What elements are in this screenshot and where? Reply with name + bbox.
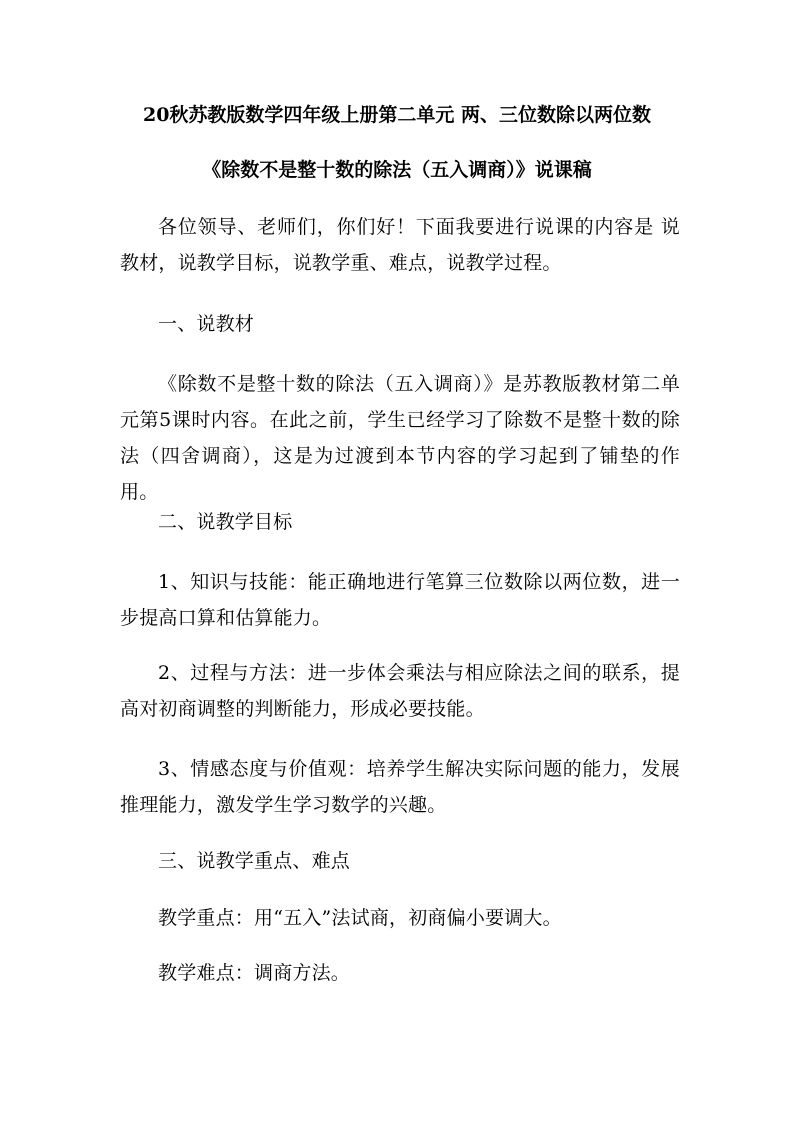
section-heading-textbook: 一、说教材 — [158, 313, 255, 335]
paragraph-difficulty: 教学难点：调商方法。 — [158, 962, 351, 984]
section-heading-key-points: 三、说教学重点、难点 — [158, 850, 351, 872]
paragraph-objective-2: 2、过程与方法：进一步体会乘法与相应除法之间的联系，提高对初商调整的判断能力，形成必要技能。 — [120, 662, 680, 720]
document-title-line1: 20秋苏教版数学四年级上册第二单元 两、三位数除以两位数 — [142, 104, 652, 126]
paragraph-intro: 各位领导、老师们，你们好！下面我要进行说课的内容是 说教材，说教学目标，说教学重、难点，说教学过程。 — [120, 216, 680, 274]
paragraph-key-point: 教学重点：用“五入”法试商，初商偏小要调大。 — [158, 907, 562, 929]
paragraph-objective-1: 1、知识与技能：能正确地进行笔算三位数除以两位数，进一步提高口算和估算能力。 — [120, 571, 680, 629]
paragraph-textbook: 《除数不是整十数的除法（五入调商）》是苏教版教材第二单元第5课时内容。在此之前，学生已经学习了除数不是整十数的除法（四舍调商），这是为过渡到本节内容的学习起到了铺垫的作用。 — [120, 373, 680, 503]
document-title-line2: 《除数不是整十数的除法（五入调商）》说课稿 — [202, 159, 592, 181]
section-heading-objectives: 二、说教学目标 — [158, 511, 293, 533]
paragraph-objective-3: 3、情感态度与价值观：培养学生解决实际问题的能力，发展推理能力，激发学生学习数学的兴趣。 — [120, 758, 680, 816]
